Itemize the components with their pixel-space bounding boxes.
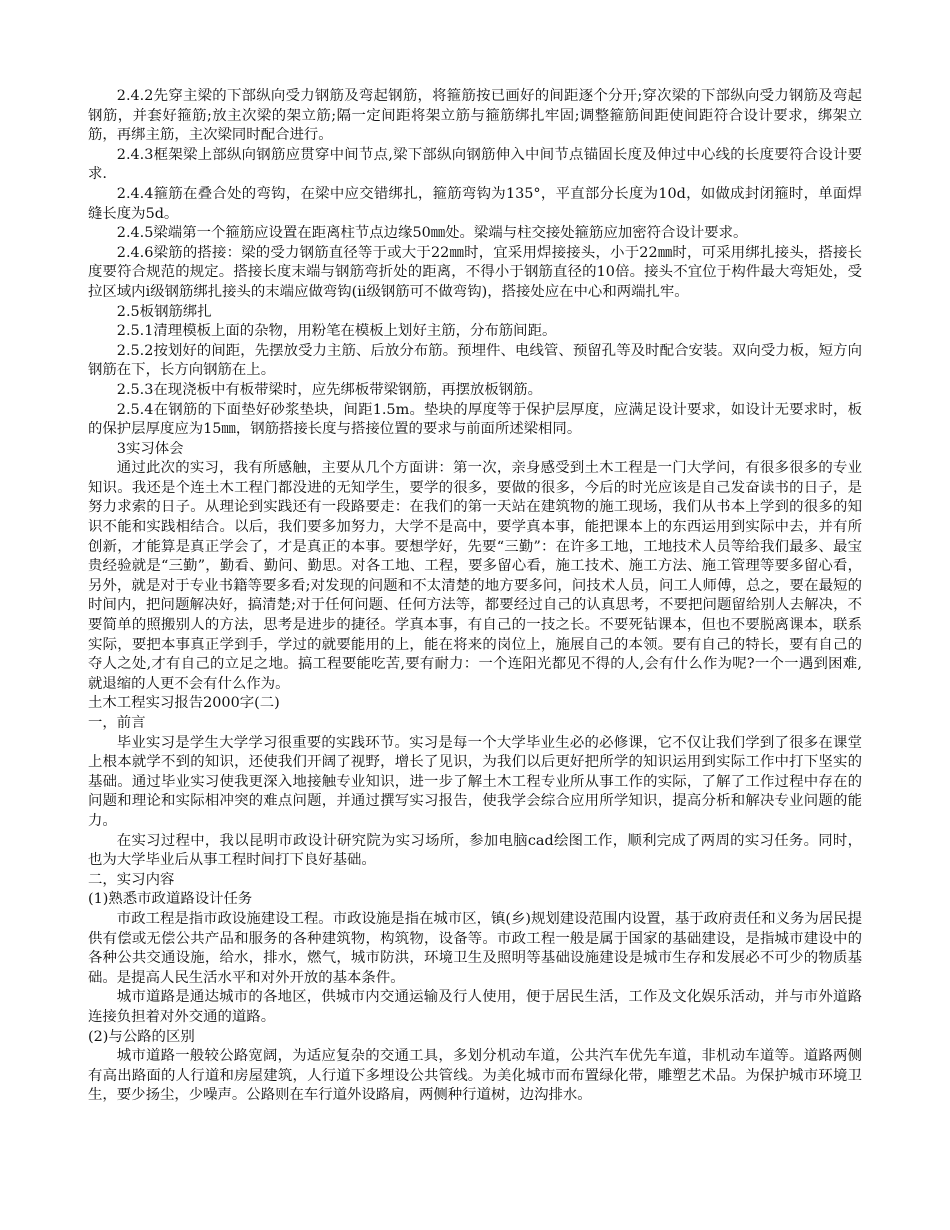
report-title: 土木工程实习报告2000字(二) <box>88 695 280 712</box>
subheading-municipal-road-design: (1)熟悉市政道路设计任务 <box>88 891 253 908</box>
paragraph-2-4-5: 2.4.5梁端第一个箍筋应设置在距离柱节点边缘50㎜处。梁端与柱交接处箍筋应加密符合设计要求。 <box>116 225 748 242</box>
paragraph-urban-road: 城市道路是通达城市的各地区，供城市内交通运输及行人使用，便于居民生活，工作及文化娱乐活动，并与市外道路连接负担着对外交通的道路。 <box>88 989 862 1025</box>
paragraph-road-vs-highway: 城市道路一般较公路宽阔，为适应复杂的交通工具，多划分机动车道，公共汽车优先车道，非机动车道等。道路两侧有高出路面的人行道和房屋建筑，人行道下多埋设公共管线。为美化城市而布置绿化带，雕塑艺术品。为保护城市环境卫生，要少扬尘，少噪声。公路则在车行道外设路肩，两侧种行道树，边沟排水。 <box>88 1048 862 1104</box>
paragraph-2-5-1: 2.5.1清理模板上面的杂物，用粉笔在模板上划好主筋，分布筋间距。 <box>116 323 557 340</box>
section-heading-3: 3实习体会 <box>116 440 184 457</box>
paragraph-2-4-2: 2.4.2先穿主梁的下部纵向受力钢筋及弯起钢筋，将箍筋按已画好的间距逐个分开;穿次梁的下部纵向受力钢筋及弯起钢筋，并套好箍筋;放主次梁的架立筋;隔一定间距将架立筋与箍筋绑扎牢固;调整箍筋间距使间距符合设计要求，绑架立筋，再绑主筋，主次梁同时配合进行。 <box>88 88 862 144</box>
paragraph-internship-place: 在实习过程中，我以昆明市政设计研究院为实习场所，参加电脑cad绘图工作，顺利完成了两周的实习任务。同时，也为大学毕业后从事工程时间打下良好基础。 <box>88 832 862 869</box>
paragraph-2-5-3: 2.5.3在现浇板中有板带梁时，应先绑板带梁钢筋，再摆放板钢筋。 <box>116 381 542 398</box>
paragraph-2-5-4: 2.5.4在钢筋的下面垫好砂浆垫块，间距1.5m。垫块的厚度等于保护层厚度，应满足设计要求，如设计无要求时，板的保护层厚度应为15㎜，钢筋搭接长度与搭接位置的要求与前面所述梁相同。 <box>88 401 862 438</box>
paragraph-2-4-4: 2.4.4箍筋在叠合处的弯钩，在梁中应交错绑扎，箍筋弯钩为135°，平直部分长度为10d，如做成封闭箍时，单面焊缝长度为5d。 <box>88 185 862 222</box>
paragraph-2-4-6: 2.4.6梁筋的搭接：梁的受力钢筋直径等于或大于22㎜时，宜采用焊接接头，小于22㎜时，可采用绑扎接头，搭接长度要符合规范的规定。搭接长度末端与钢筋弯折处的距离，不得小于钢筋直径的10倍。接头不宜位于构件最大弯矩处，受拉区域内ⅰ级钢筋绑扎接头的末端应做弯钩(ⅱ级钢筋可不做弯钩)，搭接处应在中心和两端扎牢。 <box>88 244 862 300</box>
section-heading-content: 二，实习内容 <box>88 871 175 888</box>
section-heading-preface: 一，前言 <box>88 715 146 731</box>
section-heading-2-5: 2.5板钢筋绑扎 <box>116 303 212 320</box>
subheading-difference-from-highway: (2)与公路的区别 <box>88 1028 195 1045</box>
paragraph-preface: 毕业实习是学生大学学习很重要的实践环节。实习是每一个大学毕业生必的必修课，它不仅让我们学到了很多在课堂上根本就学不到的知识，还使我们开阔了视野，增长了见识，为我们以后更好把所学的知识运用到实际工作中打下坚实的基础。通过毕业实习使我更深入地接触专业知识，进一步了解土木工程专业所从事工作的实际，了解了工作过程中存在的问题和理论和实际相冲突的难点问题，并通过撰写实习报告，使我学会综合应用所学知识，提高分析和解决专业问题的能力。 <box>88 734 862 829</box>
paragraph-internship-reflection: 通过此次的实习，我有所感触，主要从几个方面讲：第一次，亲身感受到土木工程是一门大学问，有很多很多的专业知识。我还是个连土木工程门都没进的无知学生，要学的很多，要做的很多，今后的时光应该是自己发奋读书的日子，是努力求索的日子。从理论到实践还有一段路要走：在我们的第一天站在建筑物的施工现场，我们从书本上学到的很多的知识不能和实践相结合。以后，我们要多加努力，大学不是高中，要学真本事，能把课本上的东西运用到实际中去，并有所创新，才能算是真正学会了，才是真正的本事。要想学好，先要“三勤”：在许多工地，工地技术人员等给我们最多、最宝贵经验就是“三勤”，勤看、勤问、勤思。对各工地、工程，要多留心看，施工技术、施工方法、施工管理等要多留心看，另外，就是对于专业书籍等要多看;对发现的问题和不太清楚的地方要多问，问技术人员，问工人师傅，总之，要在最短的时间内，把问题解决好，搞清楚;对于任何问题、任何方法等，都要经过自己的认真思考，不要把问题留给别人去解决，不要简单的照搬别人的方法，思考是进步的捷径。学真本事，有自己的一技之长。不要死钻课本，但也不要脱离课本，联系实际，要把本事真正学到手，学过的就要能用的上，能在将来的岗位上，施展自己的本领。要有自己的特长，要有自己的夺人之处,才有自己的立足之地。搞工程要能吃苦,要有耐力：一个连阳光都见不得的人,会有什么作为呢?一个一遇到困难,就退缩的人更不会有什么作为。 <box>88 460 862 692</box>
paragraph-municipal-engineering: 市政工程是指市政设施建设工程。市政设施是指在城市区，镇(乡)规划建设范围内设置，基于政府责任和义务为居民提供有偿或无偿公共产品和服务的各种建筑物，构筑物，设备等。市政工程一般是属于国家的基础建设，是指城市建设中的各种公共交通设施，给水，排水，燃气，城市防洪，环境卫生及照明等基础设施建设是城市生存和发展必不可少的物质基础。是提高人民生活水平和对外开放的基本条件。 <box>88 910 862 986</box>
paragraph-2-5-2: 2.5.2按划好的间距，先摆放受力主筋、后放分布筋。预埋件、电线管、预留孔等及时配合安装。双向受力板，短方向钢筋在下，长方向钢筋在上。 <box>88 342 862 379</box>
paragraph-2-4-3: 2.4.3框架梁上部纵向钢筋应贯穿中间节点,梁下部纵向钢筋伸入中间节点锚固长度及伸过中心线的长度要符合设计要求. <box>88 146 862 183</box>
